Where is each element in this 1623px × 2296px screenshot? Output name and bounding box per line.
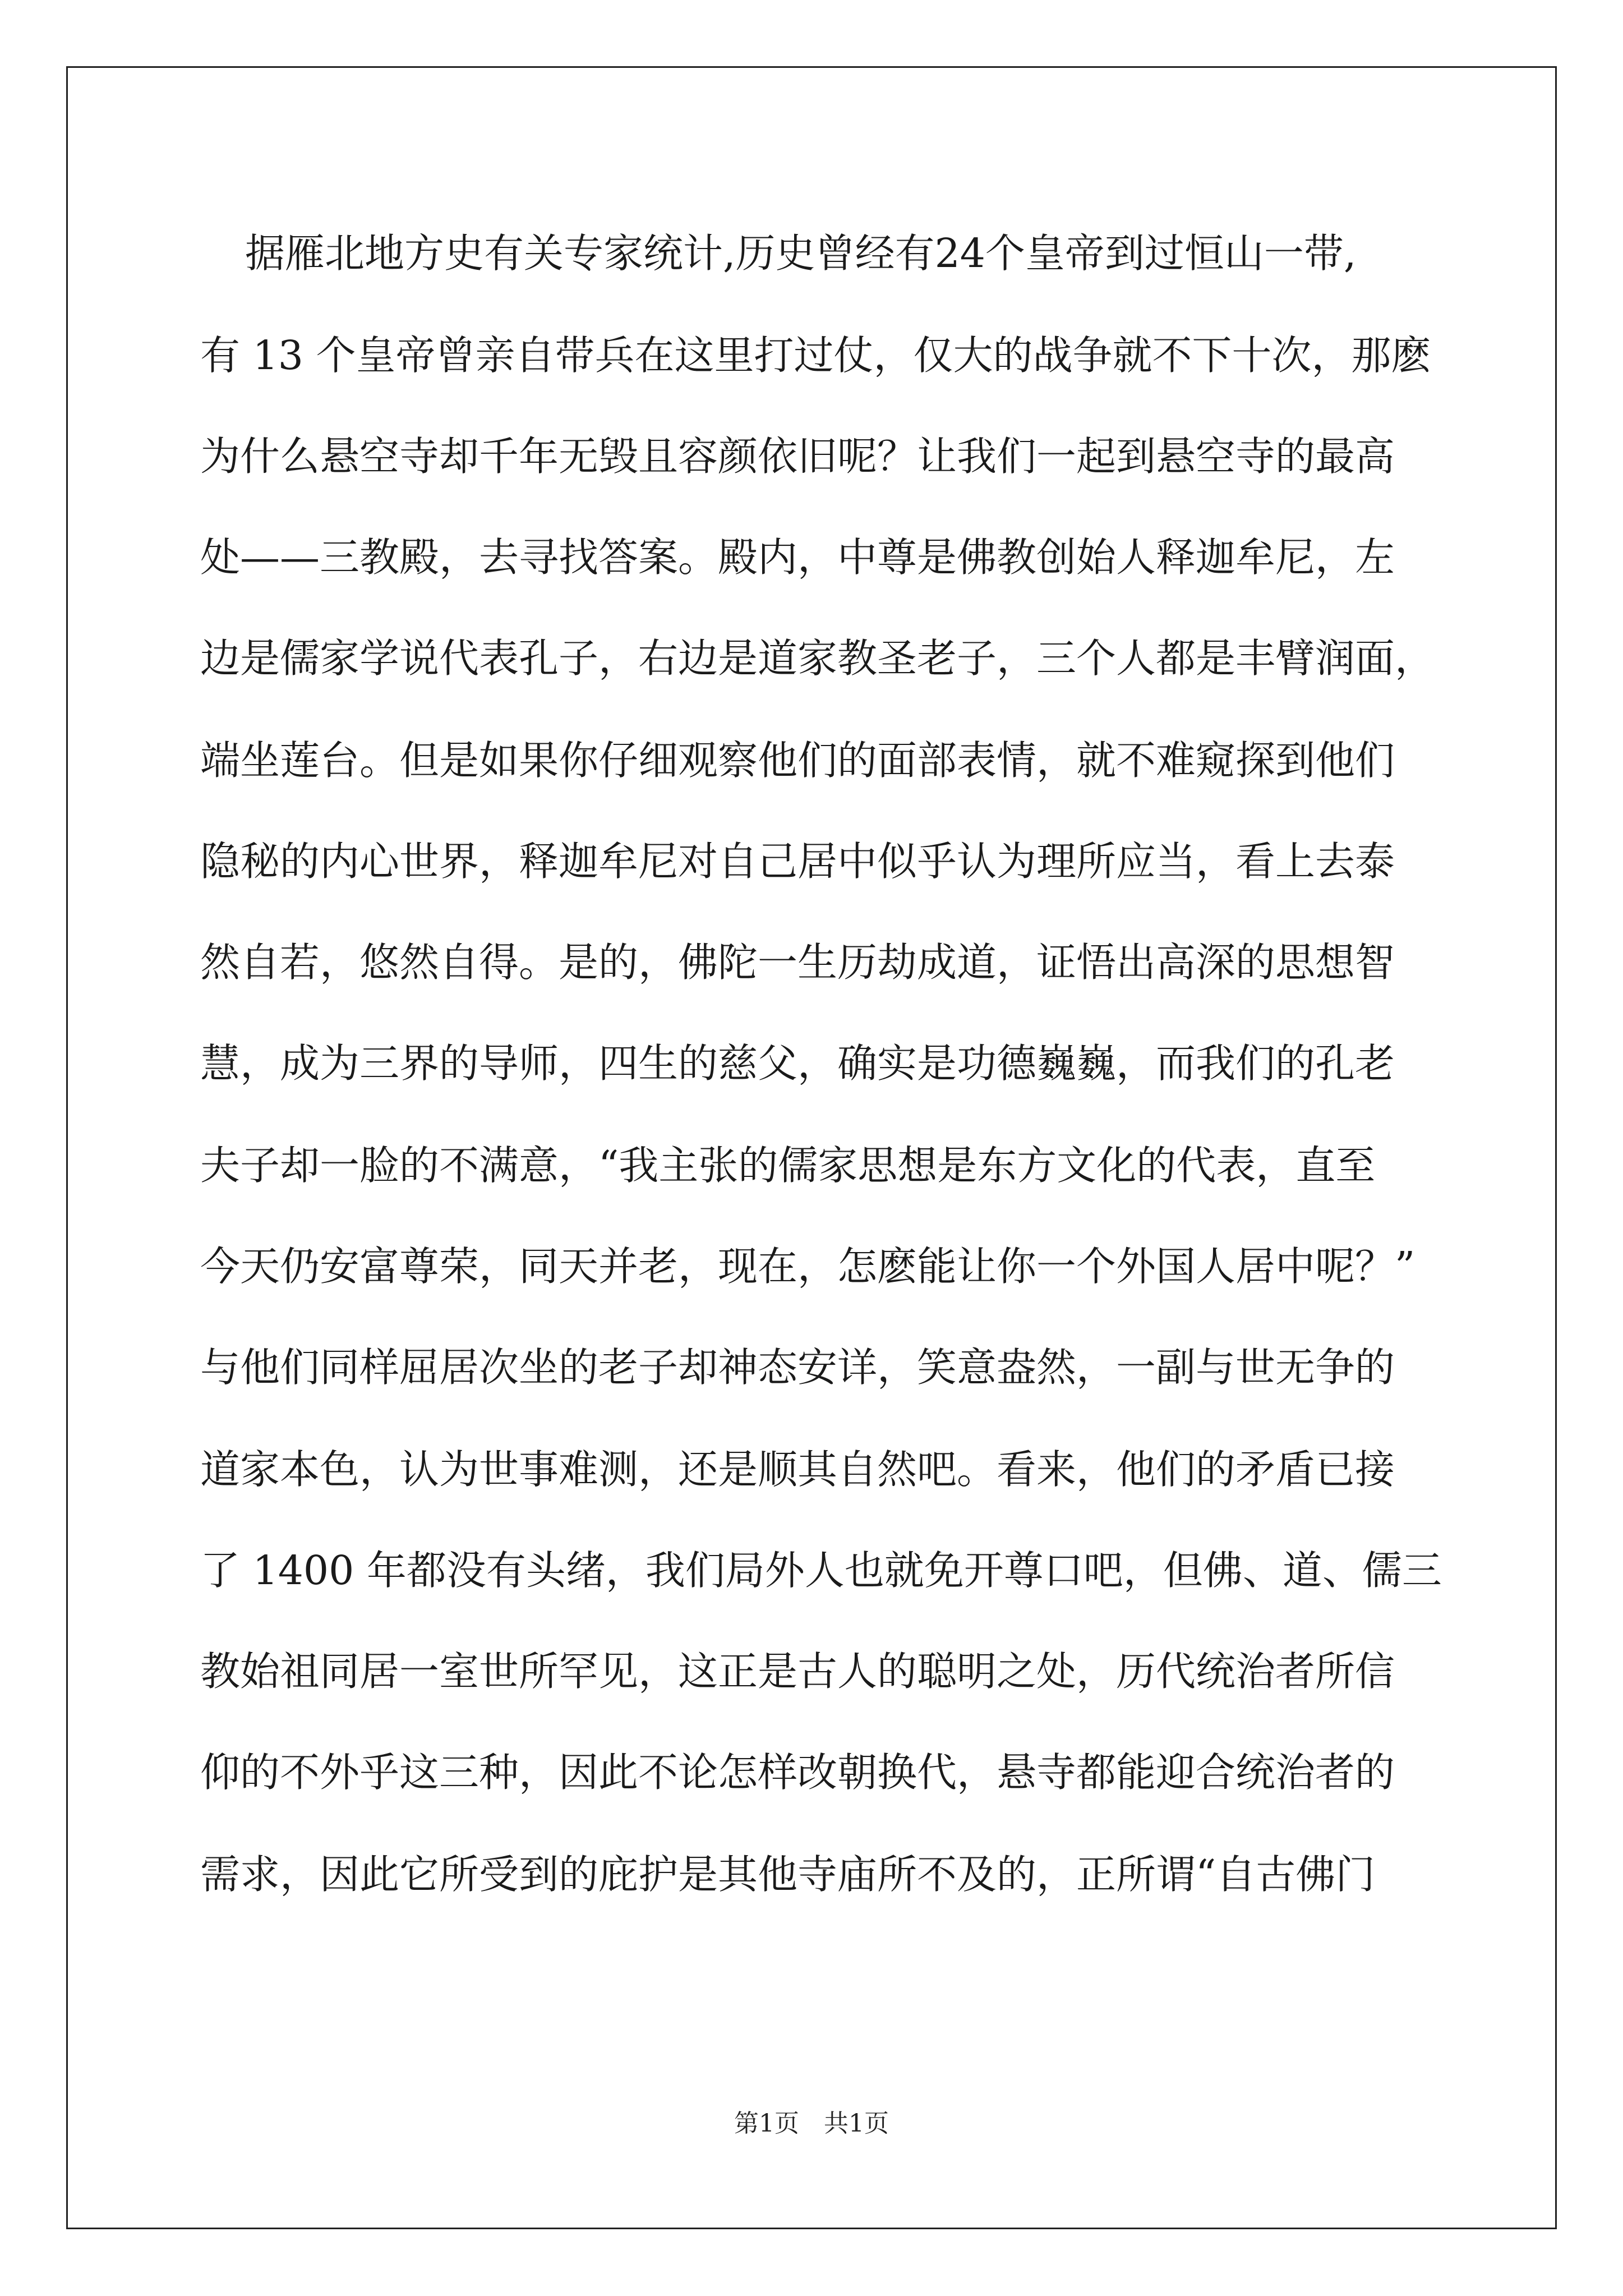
text-line: 仰的不外乎这三种，因此不论怎样改朝换代，悬寺都能迎合统治者的: [200, 1749, 1395, 1796]
text-line: 慧，成为三界的导师，四生的慈父，确实是功德巍巍，而我们的孔老: [200, 1040, 1395, 1087]
text-line: 隐秘的内心世界，释迦牟尼对自己居中似乎认为理所应当，看上去泰: [200, 838, 1395, 885]
text-line: 端坐莲台。但是如果你仔细观察他们的面部表情，就不难窥探到他们: [200, 737, 1395, 784]
page-number-footer: 第1页 共1页: [734, 2109, 889, 2138]
text-line: 处——三教殿，去寻找答案。殿内，中尊是佛教创始人释迦牟尼，左: [200, 534, 1395, 581]
text-line: 与他们同样屈居次坐的老子却神态安详，笑意盎然，一副与世无争的: [200, 1344, 1395, 1391]
text-line: 据雁北地方史有关专家统计,历史曾经有24个皇帝到过恒山一带,: [245, 230, 1357, 277]
text-line: 道家本色，认为世事难测，还是顺其自然吧。看来，他们的矛盾已接: [200, 1446, 1395, 1493]
text-line: 边是儒家学说代表孔子，右边是道家教圣老子，三个人都是丰臂润面，: [200, 635, 1435, 682]
text-line: 有 13 个皇帝曾亲自带兵在这里打过仗，仅大的战争就不下十次，那麽: [200, 332, 1431, 379]
text-line: 教始祖同居一室世所罕见，这正是古人的聪明之处，历代统治者所信: [200, 1648, 1395, 1695]
text-line: 夫子却一脸的不满意，“我主张的儒家思想是东方文化的代表，直至: [200, 1142, 1376, 1189]
text-line: 今天仍安富尊荣，同天并老，现在，怎麽能让你一个外国人居中呢？”: [200, 1243, 1415, 1290]
text-line: 需求，因此它所受到的庇护是其他寺庙所不及的，正所谓“自古佛门: [200, 1851, 1376, 1898]
text-line: 了 1400 年都没有头绪，我们局外人也就免开尊口吧，但佛、道、儒三: [200, 1547, 1442, 1594]
text-line: 然自若，悠然自得。是的，佛陀一生历劫成道，证悟出高深的思想智: [200, 939, 1395, 986]
text-line: 为什么悬空寺却千年无毁且容颜依旧呢？让我们一起到悬空寺的最高: [200, 433, 1395, 480]
